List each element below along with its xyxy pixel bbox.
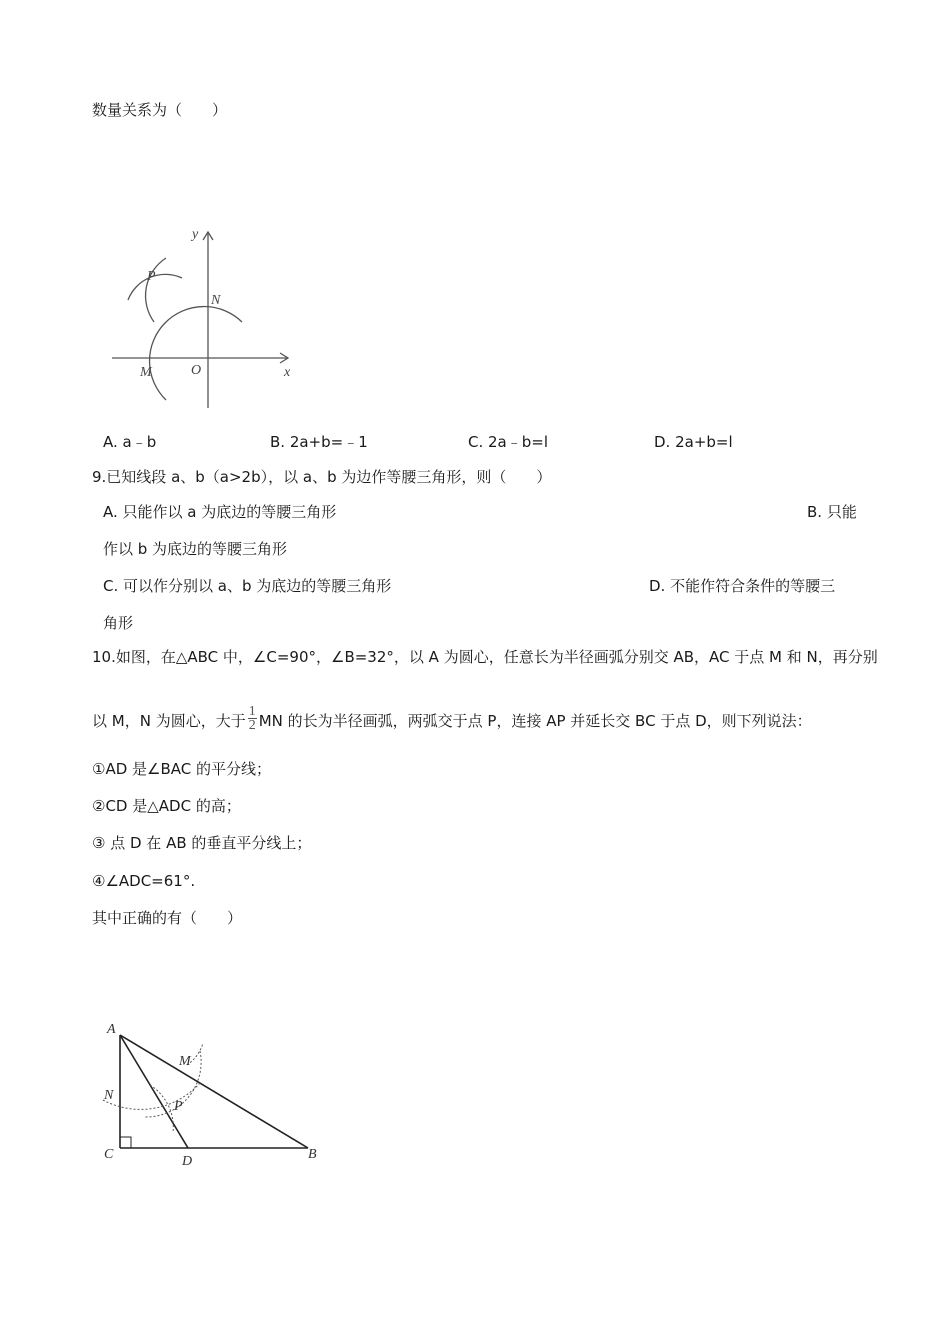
q8-option-d: D. 2a+b=l (654, 433, 733, 451)
q10-label-d: D (182, 1154, 193, 1169)
q9-option-d-part2: 角形 (103, 614, 134, 632)
q10-side-ab (120, 1035, 308, 1148)
q10-question: 其中正确的有（ ） (92, 909, 243, 927)
q9-option-b-part1: B. 只能 (807, 503, 857, 521)
q8-stem-tail: 数量关系为（ ） (92, 101, 228, 119)
q8-option-b: B. 2a+b=﹣1 (270, 433, 368, 451)
q9-option-c: C. 可以作分别以 a、b 为底边的等腰三角形 (103, 577, 392, 595)
q10-right-angle-mark (120, 1137, 131, 1148)
q8-arc-p2 (146, 258, 166, 322)
q10-stem-line2-after: MN 的长为半径画弧，两弧交于点 P，连接 AP 并延长交 BC 于点 D，则下列说法： (258, 712, 812, 730)
q10-bisector-ad (120, 1035, 188, 1148)
q10-label-m: M (179, 1054, 191, 1069)
q10-label-b: B (308, 1147, 317, 1162)
q8-label-p: P (147, 269, 156, 284)
q10-statement-4: ④∠ADC=61°. (92, 872, 196, 890)
q8-option-a: A. a﹣b (103, 433, 157, 451)
q10-fraction-numerator: 1 (248, 704, 256, 719)
q9-stem: 9.已知线段 a、b（a>2b），以 a、b 为边作等腰三角形，则（ ） (92, 468, 552, 486)
q8-label-x: x (284, 365, 291, 380)
q10-fraction (248, 705, 257, 732)
q10-triangle-figure (95, 1015, 330, 1175)
q8-option-c: C. 2a﹣b=l (468, 433, 549, 451)
q8-label-y: y (192, 227, 199, 242)
q9-option-d-part1: D. 不能作符合条件的等腰三 (649, 577, 836, 595)
q8-label-n: N (211, 293, 221, 308)
q8-label-o: O (191, 363, 202, 378)
q9-option-a: A. 只能作以 a 为底边的等腰三角形 (103, 503, 337, 521)
q10-statement-2: ②CD 是△ADC 的高； (92, 797, 241, 815)
q8-arc-center (150, 307, 242, 400)
q10-statement-3: ③ 点 D 在 AB 的垂直平分线上； (92, 834, 312, 852)
q10-statement-1: ①AD 是∠BAC 的平分线； (92, 760, 272, 778)
q10-label-p: P (174, 1099, 183, 1114)
q10-stem-line2-before: 以 M，N 为圆心，大于 (92, 712, 246, 730)
q10-label-c: C (104, 1147, 114, 1162)
q8-coordinate-figure (100, 220, 310, 415)
q10-stem-line2 (92, 704, 812, 735)
q8-label-m: M (140, 365, 152, 380)
q10-stem-line1: 10.如图，在△ABC 中，∠C=90°，∠B=32°，以 A 为圆心，任意长为半径画弧分别交 AB，AC 于点 M 和 N，再分别 (92, 648, 878, 666)
q10-fraction-denominator: 2 (248, 718, 256, 733)
q10-label-n: N (104, 1088, 114, 1103)
q9-option-b-part2: 作以 b 为底边的等腰三角形 (103, 540, 288, 558)
q10-label-a: A (107, 1022, 116, 1037)
